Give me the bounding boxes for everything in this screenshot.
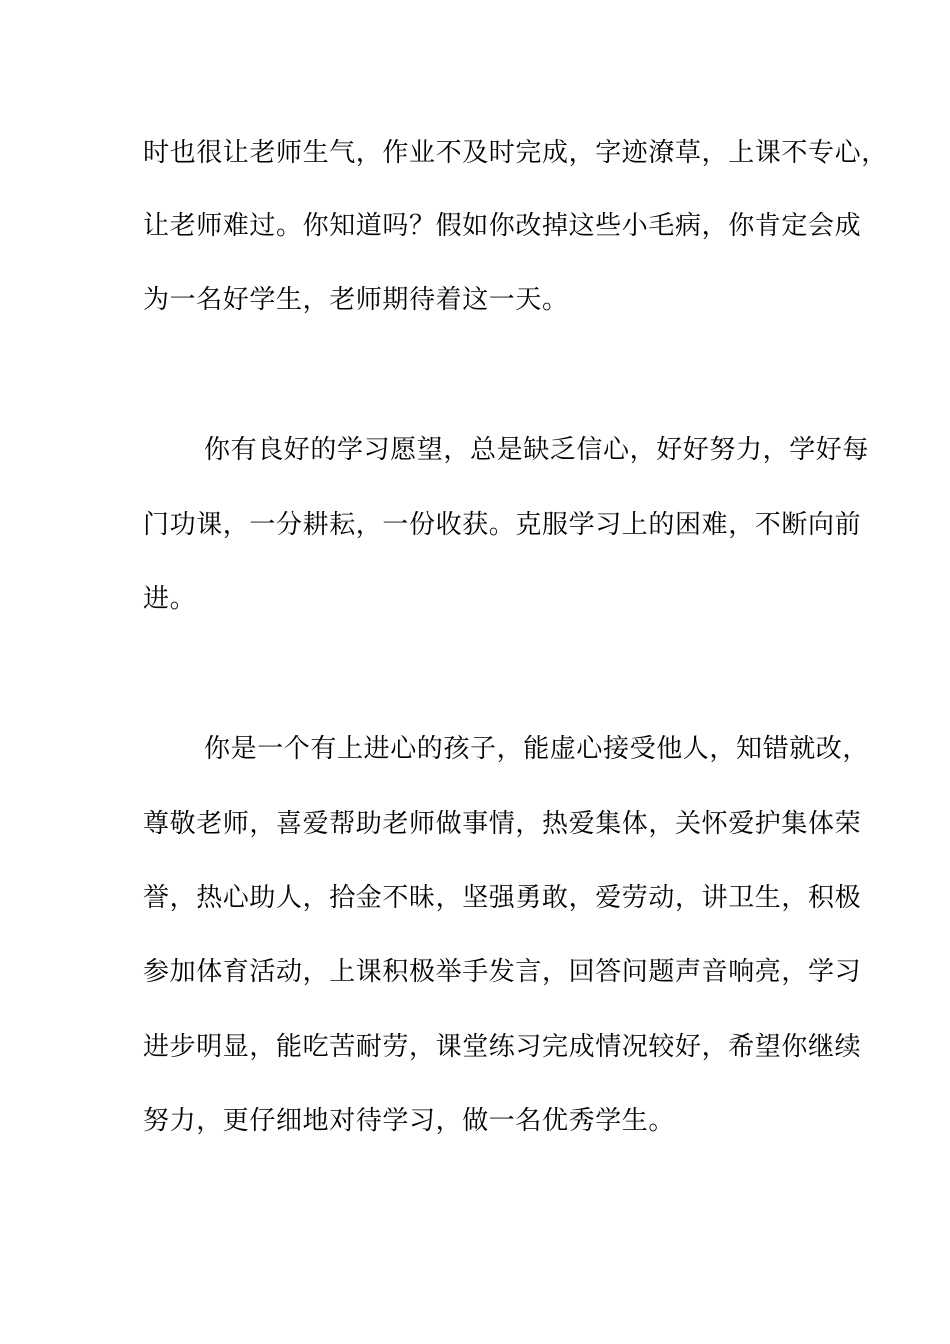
paragraph-3-line-3: 誉，热心助人，拾金不昧，坚强勇敢，爱劳动，讲卫生，积极: [143, 883, 862, 913]
paragraph-3-line-4: 参加体育活动，上课积极举手发言，回答问题声音响亮，学习: [143, 957, 862, 987]
paragraph-2-line-3: 进。: [143, 584, 197, 614]
paragraph-3-line-6: 努力，更仔细地对待学习，做一名优秀学生。: [143, 1106, 676, 1136]
paragraph-3-line-5: 进步明显，能吃苦耐劳，课堂练习完成情况较好，希望你继续: [143, 1032, 862, 1062]
paragraph-2-line-2: 门功课，一分耕耘，一份收获。克服学习上的困难，不断向前: [143, 510, 862, 540]
paragraph-1-line-3: 为一名好学生，老师期待着这一天。: [143, 285, 569, 315]
paragraph-2-line-1: 你有良好的学习愿望，总是缺乏信心，好好努力，学好每: [204, 435, 870, 465]
paragraph-3-line-1: 你是一个有上进心的孩子，能虚心接受他人，知错就改，: [204, 734, 870, 764]
paragraph-1-line-2: 让老师难过。你知道吗？假如你改掉这些小毛病，你肯定会成: [143, 211, 862, 241]
paragraph-3-line-2: 尊敬老师，喜爱帮助老师做事情，热爱集体，关怀爱护集体荣: [143, 809, 862, 839]
paragraph-1-line-1: 时也很让老师生气，作业不及时完成，字迹潦草，上课不专心，: [143, 138, 888, 168]
